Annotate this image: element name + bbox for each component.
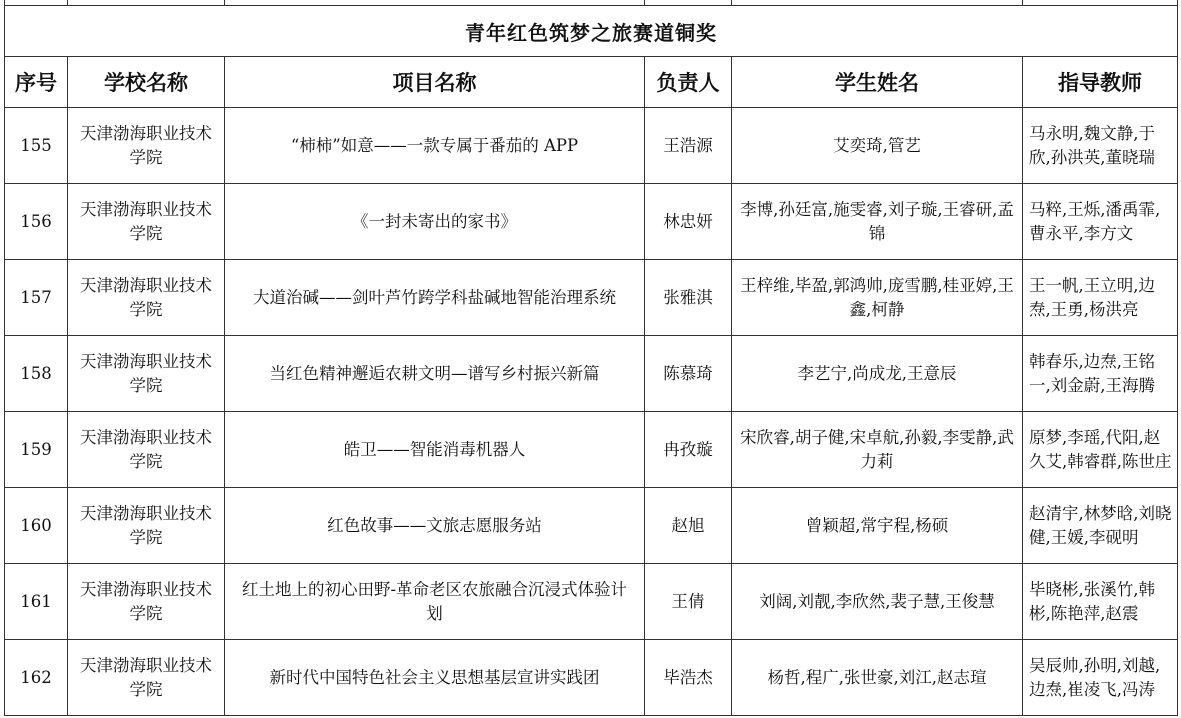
project-name: 红色故事——文旅志愿服务站 — [225, 488, 645, 564]
leader-name: 陈慕琦 — [645, 336, 732, 412]
teacher-names: 吴辰帅,孙明,刘越,边焘,崔凌飞,冯涛 — [1023, 640, 1178, 716]
row-number: 160 — [5, 488, 68, 564]
row-number: 162 — [5, 640, 68, 716]
school-name: 天津渤海职业技术学院 — [68, 184, 225, 260]
student-names: 杨哲,程广,张世豪,刘江,赵志瑄 — [732, 640, 1023, 716]
school-name: 天津渤海职业技术学院 — [68, 336, 225, 412]
leader-name: 林忠妍 — [645, 184, 732, 260]
teacher-names: 王一帆,王立明,边焘,王勇,杨洪亮 — [1023, 260, 1178, 336]
school-name: 天津渤海职业技术学院 — [68, 260, 225, 336]
table-row — [5, 260, 1178, 336]
student-names: 曾颖超,常宇程,杨硕 — [732, 488, 1023, 564]
leader-name: 王浩源 — [645, 108, 732, 184]
project-name: 当红色精神邂逅农耕文明—谱写乡村振兴新篇 — [225, 336, 645, 412]
header-project: 项目名称 — [225, 57, 645, 108]
leader-name: 王倩 — [645, 564, 732, 640]
leader-name: 毕浩杰 — [645, 640, 732, 716]
leader-name: 冉孜璇 — [645, 412, 732, 488]
school-name: 天津渤海职业技术学院 — [68, 488, 225, 564]
teacher-names: 马永明,魏文静,于欣,孙洪英,董晓瑞 — [1023, 108, 1178, 184]
row-number: 161 — [5, 564, 68, 640]
teacher-names: 马粹,王烁,潘禹霏,曹永平,李方文 — [1023, 184, 1178, 260]
leader-name: 张雅淇 — [645, 260, 732, 336]
student-names: 李艺宁,尚成龙,王意辰 — [732, 336, 1023, 412]
student-names: 宋欣睿,胡子健,宋卓航,孙毅,李雯静,武力莉 — [732, 412, 1023, 488]
row-number: 157 — [5, 260, 68, 336]
table-row — [5, 488, 1178, 564]
school-name: 天津渤海职业技术学院 — [68, 108, 225, 184]
row-number: 156 — [5, 184, 68, 260]
table-row — [5, 564, 1178, 640]
project-name: 皓卫——智能消毒机器人 — [225, 412, 645, 488]
award-table — [4, 0, 1178, 716]
school-name: 天津渤海职业技术学院 — [68, 640, 225, 716]
header-teachers: 指导教师 — [1023, 57, 1178, 108]
project-name: 红土地上的初心田野-革命老区农旅融合沉浸式体验计划 — [225, 564, 645, 640]
row-number: 155 — [5, 108, 68, 184]
project-name: 新时代中国特色社会主义思想基层宣讲实践团 — [225, 640, 645, 716]
row-number: 158 — [5, 336, 68, 412]
table-row — [5, 184, 1178, 260]
student-names: 王梓维,毕盈,郭鸿帅,庞雪鹏,桂亚婷,王鑫,柯静 — [732, 260, 1023, 336]
header-row — [5, 57, 1178, 108]
student-names: 刘阔,刘靓,李欣然,裴子慧,王俊慧 — [732, 564, 1023, 640]
row-number: 159 — [5, 412, 68, 488]
teacher-names: 原梦,李瑶,代阳,赵久艾,韩睿群,陈世庄 — [1023, 412, 1178, 488]
title-row — [5, 6, 1178, 57]
school-name: 天津渤海职业技术学院 — [68, 564, 225, 640]
header-school: 学校名称 — [68, 57, 225, 108]
leader-name: 赵旭 — [645, 488, 732, 564]
header-students: 学生姓名 — [732, 57, 1023, 108]
table-row — [5, 640, 1178, 716]
header-no: 序号 — [5, 57, 68, 108]
project-name: 大道治碱——剑叶芦竹跨学科盐碱地智能治理系统 — [225, 260, 645, 336]
school-name: 天津渤海职业技术学院 — [68, 412, 225, 488]
table-title: 青年红色筑梦之旅赛道铜奖 — [5, 6, 1178, 57]
student-names: 艾奕琦,管艺 — [732, 108, 1023, 184]
project-name: 《一封未寄出的家书》 — [225, 184, 645, 260]
teacher-names: 赵清宇,林梦晗,刘晓健,王媛,李砚明 — [1023, 488, 1178, 564]
header-leader: 负责人 — [645, 57, 732, 108]
table-row — [5, 108, 1178, 184]
table-row — [5, 336, 1178, 412]
student-names: 李博,孙廷富,施雯睿,刘子璇,王睿研,孟锦 — [732, 184, 1023, 260]
project-name: “柿柿”如意——一款专属于番茄的 APP — [225, 108, 645, 184]
teacher-names: 韩春乐,边焘,王铭一,刘金蔚,王海腾 — [1023, 336, 1178, 412]
table-row — [5, 412, 1178, 488]
teacher-names: 毕晓彬,张溪竹,韩彬,陈艳萍,赵震 — [1023, 564, 1178, 640]
